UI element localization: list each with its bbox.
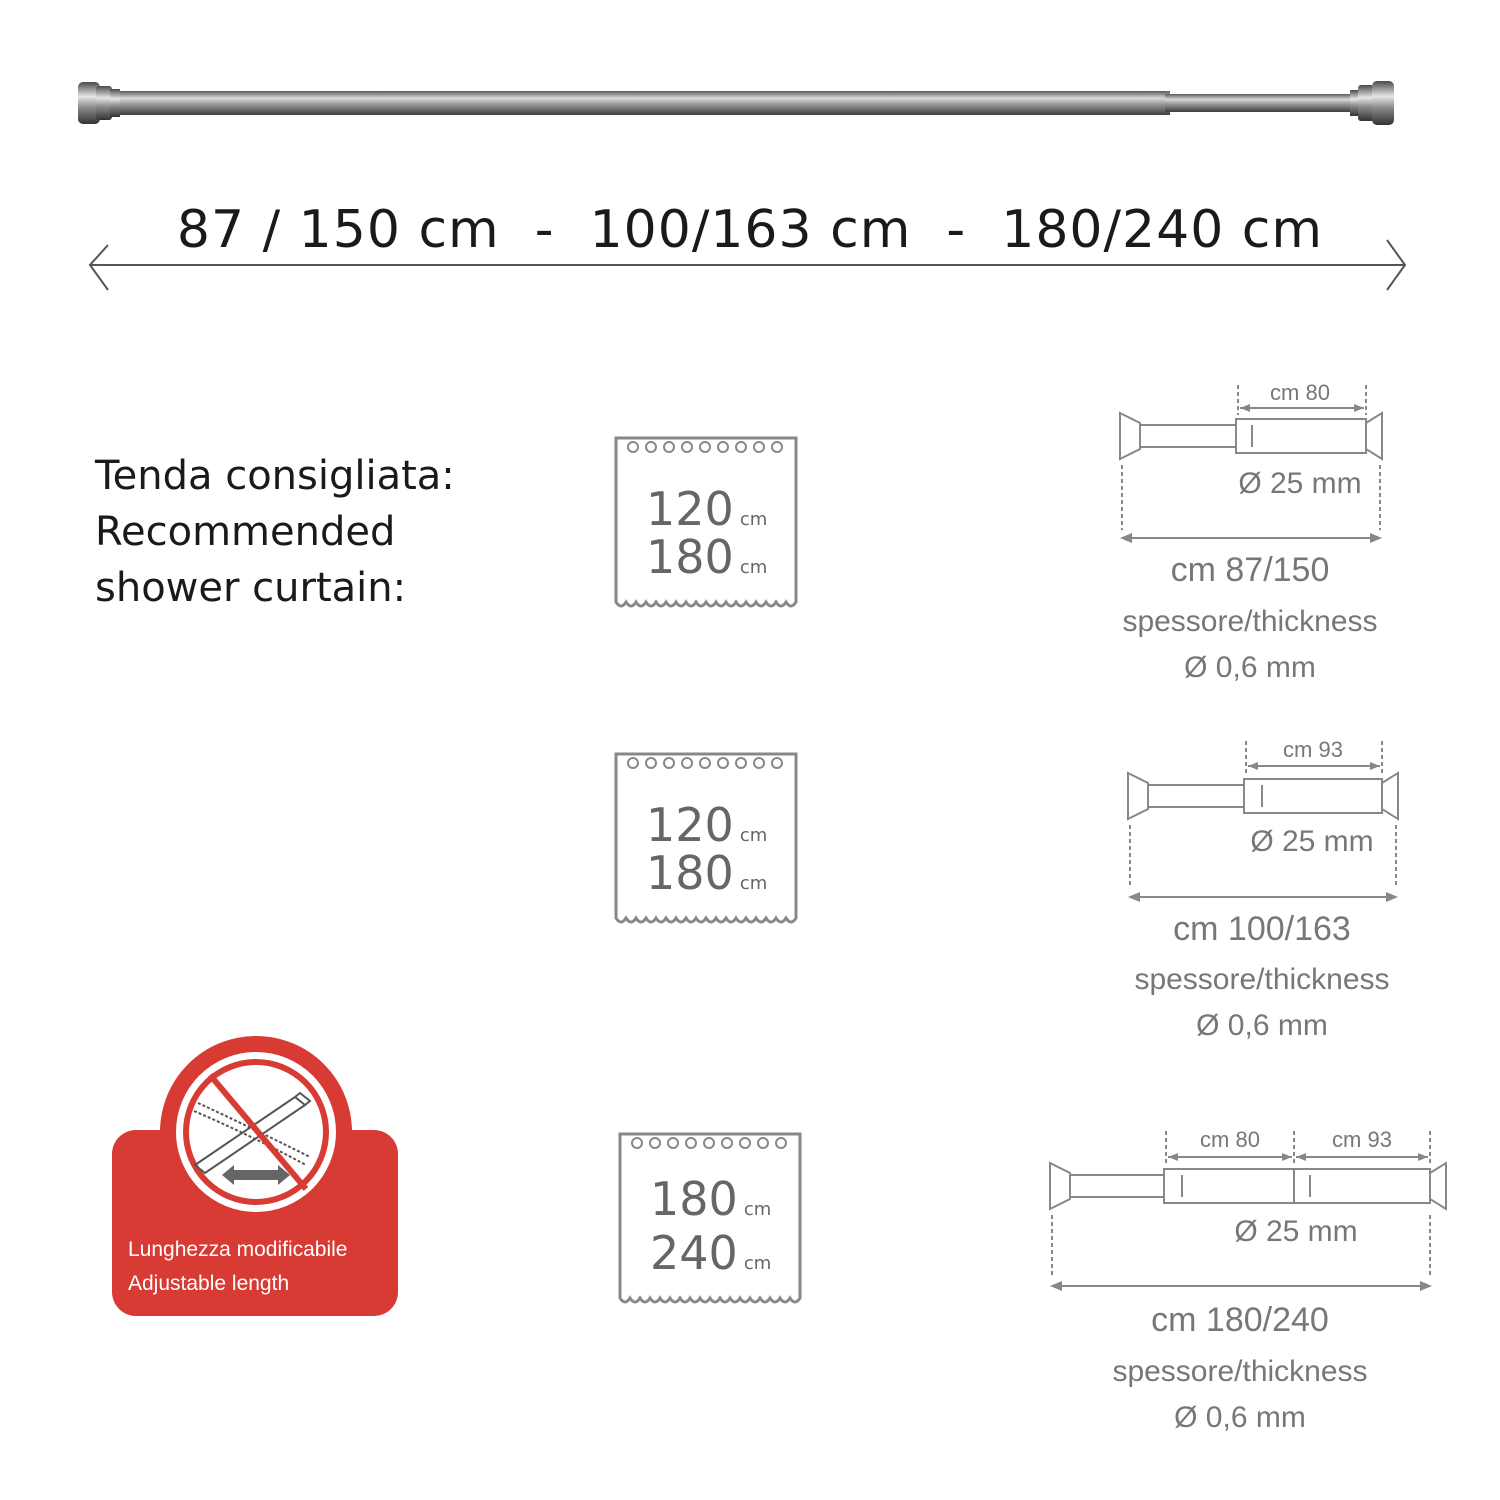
tension-rod-image [70,70,1430,140]
thickness-label: spessore/thickness [1134,963,1390,996]
thickness-value: Ø 0,6 mm [1184,651,1316,684]
thickness-value: Ø 0,6 mm [1174,1401,1306,1434]
segment-length-1: cm 80 [1200,1127,1260,1152]
badge-label-en: Adjustable length [128,1272,290,1295]
thickness-value: Ø 0,6 mm [1196,1009,1328,1042]
curtain-width: 120 [646,482,734,536]
segment-length-2: cm 93 [1332,1127,1392,1152]
diameter-label: Ø 25 mm [1250,825,1374,858]
badge-label-it: Lunghezza modificabile [128,1238,348,1261]
rod-length: cm 180/240 [1151,1301,1329,1339]
diameter-label: Ø 25 mm [1238,467,1362,500]
rod-diagram-2 [1118,733,1500,1053]
thickness-label: spessore/thickness [1112,1355,1368,1388]
curtain-width: 180 [650,1172,738,1226]
segment-length: cm 80 [1270,380,1330,405]
length-dimension [80,195,1420,295]
curtain-height-unit: cm [739,557,768,578]
double-arrow-icon [80,195,1420,295]
curtain-width-unit: cm [739,825,768,846]
rod-length: cm 87/150 [1170,551,1330,589]
curtain-icon-3 [614,1128,814,1318]
adjustable-length-badge [110,1035,400,1320]
curtain-icon-2 [610,748,810,938]
curtain-width-unit: cm [743,1199,772,1220]
curtain-icon-1 [610,432,810,622]
rod-length: cm 100/163 [1173,910,1351,948]
curtain-height: 180 [646,530,734,584]
rod-diagram-3 [1040,1125,1440,1450]
curtain-width: 120 [646,798,734,852]
curtain-height-unit: cm [743,1253,772,1274]
thickness-label: spessore/thickness [1122,605,1378,638]
recommended-curtain-label [95,448,575,616]
length-options: 87 / 150 cm - 100/163 cm - 180/240 cm [176,200,1324,260]
curtain-height-unit: cm [739,873,768,894]
curtain-height: 180 [646,846,734,900]
diameter-label: Ø 25 mm [1234,1215,1358,1248]
recommended-line-it: Tenda consigliata: [95,453,455,499]
curtain-width-unit: cm [739,509,768,530]
rod-diagram-1 [1110,375,1500,695]
recommended-line-en2: shower curtain: [95,565,407,611]
segment-length: cm 93 [1283,737,1343,762]
recommended-line-en1: Recommended [95,509,396,555]
curtain-height: 240 [650,1226,738,1280]
